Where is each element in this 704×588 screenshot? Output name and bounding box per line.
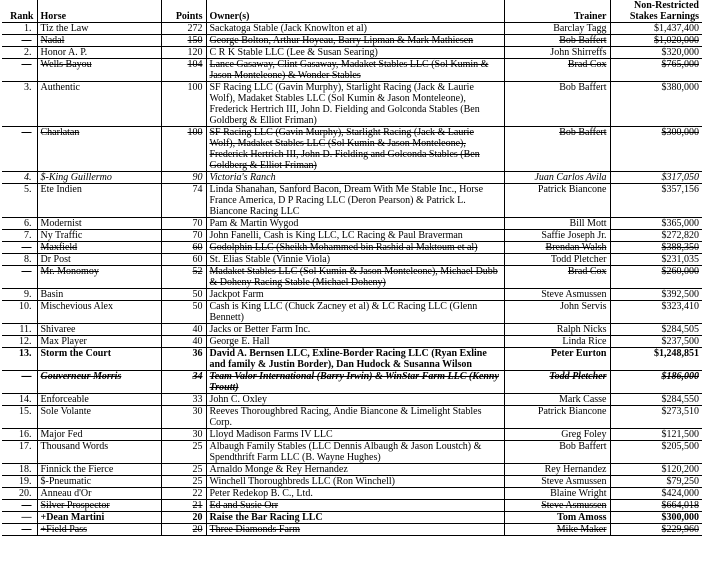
points-cell: 25	[161, 464, 206, 476]
rank-cell: 18.	[2, 464, 37, 476]
rank-cell: 8.	[2, 254, 37, 266]
trainer-cell: Juan Carlos Avila	[504, 172, 610, 184]
header-earnings	[610, 0, 702, 23]
horse-cell: Anneau d'Or	[37, 488, 161, 500]
earnings-cell: $765,000	[610, 59, 702, 82]
owners-cell: Lloyd Madison Farms IV LLC	[206, 429, 504, 441]
trainer-cell: Bob Baffert	[504, 35, 610, 47]
table-row	[2, 324, 702, 336]
rank-cell: 9.	[2, 289, 37, 301]
table-row	[2, 172, 702, 184]
owners-cell: St. Elias Stable (Vinnie Viola)	[206, 254, 504, 266]
horse-cell: Finnick the Fierce	[37, 464, 161, 476]
points-cell: 104	[161, 59, 206, 82]
trainer-cell: Brad Cox	[504, 59, 610, 82]
horse-cell: Gouverneur Morris	[37, 371, 161, 394]
table-row	[2, 406, 702, 429]
owners-cell: Three Diamonds Farm	[206, 524, 504, 536]
table-row	[2, 47, 702, 59]
points-cell: 30	[161, 429, 206, 441]
horse-cell: Storm the Court	[37, 348, 161, 371]
horse-cell: Max Player	[37, 336, 161, 348]
trainer-cell: Ralph Nicks	[504, 324, 610, 336]
earnings-cell: $365,000	[610, 218, 702, 230]
horse-cell: Authentic	[37, 82, 161, 127]
points-cell: 21	[161, 500, 206, 512]
trainer-cell: John Shirreffs	[504, 47, 610, 59]
earnings-cell: $273,510	[610, 406, 702, 429]
trainer-cell: Tom Amoss	[504, 512, 610, 524]
rank-cell: 19.	[2, 476, 37, 488]
points-cell: 60	[161, 242, 206, 254]
owners-cell: C R K Stable LLC (Lee & Susan Searing)	[206, 47, 504, 59]
rank-cell: 12.	[2, 336, 37, 348]
owners-cell: Linda Shanahan, Sanford Bacon, Dream With Me Stable Inc., Horse France America, D P Racing LLC (Deron Pearson) & Patrick L. Biancone Racing LLC	[206, 184, 504, 218]
rank-cell: —	[2, 500, 37, 512]
earnings-cell: $229,960	[610, 524, 702, 536]
horse-cell: Charlatan	[37, 127, 161, 172]
points-cell: 70	[161, 218, 206, 230]
horse-cell: +Field Pass	[37, 524, 161, 536]
owners-cell: John Fanelli, Cash is King LLC, LC Racing & Paul Braverman	[206, 230, 504, 242]
table-row	[2, 500, 702, 512]
rank-cell: 13.	[2, 348, 37, 371]
trainer-cell: Rey Hernandez	[504, 464, 610, 476]
owners-cell: Winchell Thoroughbreds LLC (Ron Winchell)	[206, 476, 504, 488]
table-row	[2, 184, 702, 218]
points-cell: 33	[161, 394, 206, 406]
points-cell: 100	[161, 127, 206, 172]
rank-cell: —	[2, 35, 37, 47]
horse-cell: Basin	[37, 289, 161, 301]
horse-cell: Wells Bayou	[37, 59, 161, 82]
table-row	[2, 289, 702, 301]
earnings-cell: $205,500	[610, 441, 702, 464]
header-owners: Owner(s)	[206, 0, 504, 23]
rank-cell: 7.	[2, 230, 37, 242]
trainer-cell: Steve Asmussen	[504, 289, 610, 301]
header-horse: Horse	[37, 0, 161, 23]
horse-cell: Shivaree	[37, 324, 161, 336]
header-points: Points	[161, 0, 206, 23]
trainer-cell: Patrick Biancone	[504, 184, 610, 218]
earnings-cell: $380,000	[610, 82, 702, 127]
points-cell: 30	[161, 406, 206, 429]
rank-cell: 5.	[2, 184, 37, 218]
rank-cell: 4.	[2, 172, 37, 184]
earnings-cell: $388,350	[610, 242, 702, 254]
horse-cell: Honor A. P.	[37, 47, 161, 59]
trainer-cell: Mark Casse	[504, 394, 610, 406]
rank-cell: —	[2, 266, 37, 289]
table-row	[2, 254, 702, 266]
owners-cell: Team Valor International (Barry Irwin) & WinStar Farm LLC (Kenny Troutt)	[206, 371, 504, 394]
table-row	[2, 242, 702, 254]
earnings-cell: $79,250	[610, 476, 702, 488]
owners-cell: Ed and Susie Orr	[206, 500, 504, 512]
points-cell: 40	[161, 324, 206, 336]
trainer-cell: Todd Pletcher	[504, 254, 610, 266]
earnings-cell: $120,200	[610, 464, 702, 476]
table-row	[2, 348, 702, 371]
table-row	[2, 23, 702, 35]
rank-cell: 6.	[2, 218, 37, 230]
points-cell: 25	[161, 476, 206, 488]
horse-cell: Nadal	[37, 35, 161, 47]
owners-cell: George E. Hall	[206, 336, 504, 348]
earnings-cell: $664,018	[610, 500, 702, 512]
points-cell: 70	[161, 230, 206, 242]
points-cell: 120	[161, 47, 206, 59]
earnings-cell: $1,020,000	[610, 35, 702, 47]
points-cell: 52	[161, 266, 206, 289]
points-cell: 150	[161, 35, 206, 47]
trainer-cell: Patrick Biancone	[504, 406, 610, 429]
rank-cell: —	[2, 512, 37, 524]
owners-cell: Jacks or Better Farm Inc.	[206, 324, 504, 336]
header-earnings-line2: Stakes Earnings	[629, 11, 699, 22]
horse-cell: Enforceable	[37, 394, 161, 406]
earnings-cell: $424,000	[610, 488, 702, 500]
table-row	[2, 512, 702, 524]
owners-cell: Raise the Bar Racing LLC	[206, 512, 504, 524]
horse-cell: Maxfield	[37, 242, 161, 254]
trainer-cell: Todd Pletcher	[504, 371, 610, 394]
horse-cell: Silver Prospector	[37, 500, 161, 512]
points-cell: 60	[161, 254, 206, 266]
header-trainer: Trainer	[504, 0, 610, 23]
trainer-cell: Steve Asmussen	[504, 476, 610, 488]
horse-cell: $-King Guillermo	[37, 172, 161, 184]
earnings-cell: $317,050	[610, 172, 702, 184]
earnings-cell: $1,248,851	[610, 348, 702, 371]
standings-table	[2, 0, 702, 536]
trainer-cell: Linda Rice	[504, 336, 610, 348]
points-cell: 36	[161, 348, 206, 371]
table-row	[2, 59, 702, 82]
points-cell: 20	[161, 512, 206, 524]
earnings-cell: $392,500	[610, 289, 702, 301]
owners-cell: Godolphin LLC (Sheikh Mohammed bin Rashid al Maktoum et al)	[206, 242, 504, 254]
rank-cell: 2.	[2, 47, 37, 59]
rank-cell: 14.	[2, 394, 37, 406]
table-row	[2, 35, 702, 47]
owners-cell: Cash is King LLC (Chuck Zacney et al) & LC Racing LLC (Glenn Bennett)	[206, 301, 504, 324]
table-row	[2, 230, 702, 242]
owners-cell: George Bolton, Arthur Hoyeau, Barry Lipman & Mark Mathiesen	[206, 35, 504, 47]
trainer-cell: John Servis	[504, 301, 610, 324]
trainer-cell: Blaine Wright	[504, 488, 610, 500]
rank-cell: 10.	[2, 301, 37, 324]
horse-cell: Ny Traffic	[37, 230, 161, 242]
trainer-cell: Barclay Tagg	[504, 23, 610, 35]
horse-cell: $-Pneumatic	[37, 476, 161, 488]
earnings-cell: $231,035	[610, 254, 702, 266]
table-row	[2, 336, 702, 348]
table-row	[2, 464, 702, 476]
owners-cell: Jackpot Farm	[206, 289, 504, 301]
points-cell: 25	[161, 441, 206, 464]
rank-cell: —	[2, 371, 37, 394]
owners-cell: David A. Bernsen LLC, Exline-Border Racing LLC (Ryan Exline and family & Justin Border), Dan Hudock & Susanna Wilson	[206, 348, 504, 371]
trainer-cell: Brendan Walsh	[504, 242, 610, 254]
owners-cell: SF Racing LLC (Gavin Murphy), Starlight Racing (Jack & Laurie Wolf), Madaket Stables LLC (Sol Kumin & Jason Monteleone), Frederick Hertrich III, John D. Fielding and Golconda Stables (Ben Goldberg & Elliot Friman)	[206, 127, 504, 172]
trainer-cell: Bill Mott	[504, 218, 610, 230]
trainer-cell: Bob Baffert	[504, 441, 610, 464]
earnings-cell: $284,550	[610, 394, 702, 406]
horse-cell: Thousand Words	[37, 441, 161, 464]
earnings-cell: $284,505	[610, 324, 702, 336]
earnings-cell: $121,500	[610, 429, 702, 441]
earnings-cell: $323,410	[610, 301, 702, 324]
owners-cell: Victoria's Ranch	[206, 172, 504, 184]
table-row	[2, 266, 702, 289]
horse-cell: Mr. Monomoy	[37, 266, 161, 289]
header-rank: Rank	[2, 0, 37, 23]
points-cell: 20	[161, 524, 206, 536]
owners-cell: Pam & Martin Wygod	[206, 218, 504, 230]
table-row	[2, 394, 702, 406]
earnings-cell: $237,500	[610, 336, 702, 348]
table-row	[2, 429, 702, 441]
rank-cell: 3.	[2, 82, 37, 127]
points-cell: 100	[161, 82, 206, 127]
points-cell: 50	[161, 301, 206, 324]
rank-cell: —	[2, 127, 37, 172]
table-row	[2, 488, 702, 500]
rank-cell: —	[2, 524, 37, 536]
table-row	[2, 218, 702, 230]
trainer-cell: Bob Baffert	[504, 82, 610, 127]
owners-cell: Reeves Thoroughbred Racing, Andie Biancone & Limelight Stables Corp.	[206, 406, 504, 429]
rank-cell: —	[2, 59, 37, 82]
owners-cell: Sackatoga Stable (Jack Knowlton et al)	[206, 23, 504, 35]
earnings-cell: $1,437,400	[610, 23, 702, 35]
table-row	[2, 441, 702, 464]
table-row	[2, 82, 702, 127]
horse-cell: Major Fed	[37, 429, 161, 441]
horse-cell: Dr Post	[37, 254, 161, 266]
owners-cell: Arnaldo Monge & Rey Hernandez	[206, 464, 504, 476]
points-cell: 40	[161, 336, 206, 348]
points-cell: 34	[161, 371, 206, 394]
header-row	[2, 0, 702, 23]
owners-cell: Albaugh Family Stables (LLC Dennis Albaugh & Jason Loustch) & Spendthrift Farm LLC (B. Wayne Hughes)	[206, 441, 504, 464]
horse-cell: Modernist	[37, 218, 161, 230]
points-cell: 90	[161, 172, 206, 184]
horse-cell: Tiz the Law	[37, 23, 161, 35]
earnings-cell: $186,000	[610, 371, 702, 394]
earnings-cell: $272,820	[610, 230, 702, 242]
trainer-cell: Mike Maker	[504, 524, 610, 536]
table-row	[2, 301, 702, 324]
earnings-cell: $300,000	[610, 127, 702, 172]
rank-cell: 16.	[2, 429, 37, 441]
earnings-cell: $300,000	[610, 512, 702, 524]
rank-cell: 20.	[2, 488, 37, 500]
owners-cell: Peter Redekop B. C., Ltd.	[206, 488, 504, 500]
header-earnings-line1: Non-Restricted	[634, 0, 699, 11]
table-row	[2, 371, 702, 394]
trainer-cell: Brad Cox	[504, 266, 610, 289]
points-cell: 22	[161, 488, 206, 500]
trainer-cell: Steve Asmussen	[504, 500, 610, 512]
points-cell: 74	[161, 184, 206, 218]
trainer-cell: Peter Eurton	[504, 348, 610, 371]
owners-cell: Madaket Stables LLC (Sol Kumin & Jason Monteleone), Michael Dubb & Doheny Racing Stable (Michael Doheny)	[206, 266, 504, 289]
table-row	[2, 524, 702, 536]
owners-cell: John C. Oxley	[206, 394, 504, 406]
table-row	[2, 476, 702, 488]
horse-cell: Ete Indien	[37, 184, 161, 218]
owners-cell: SF Racing LLC (Gavin Murphy), Starlight Racing (Jack & Laurie Wolf), Madaket Stables LLC (Sol Kumin & Jason Monteleone), Frederick Hertrich III, John D. Fielding and Golconda Stables (Ben Goldberg & Elliot Friman)	[206, 82, 504, 127]
rank-cell: 17.	[2, 441, 37, 464]
rank-cell: 11.	[2, 324, 37, 336]
trainer-cell: Saffie Joseph Jr.	[504, 230, 610, 242]
trainer-cell: Bob Baffert	[504, 127, 610, 172]
horse-cell: Mischevious Alex	[37, 301, 161, 324]
table-row	[2, 127, 702, 172]
earnings-cell: $357,156	[610, 184, 702, 218]
trainer-cell: Greg Foley	[504, 429, 610, 441]
horse-cell: +Dean Martini	[37, 512, 161, 524]
standings-table-container	[2, 0, 702, 536]
owners-cell: Lance Gasaway, Clint Gasaway, Madaket Stables LLC (Sol Kumin & Jason Monteleone) & Wonder Stables	[206, 59, 504, 82]
rank-cell: —	[2, 242, 37, 254]
earnings-cell: $260,000	[610, 266, 702, 289]
points-cell: 50	[161, 289, 206, 301]
rank-cell: 1.	[2, 23, 37, 35]
table-body	[2, 23, 702, 536]
points-cell: 272	[161, 23, 206, 35]
rank-cell: 15.	[2, 406, 37, 429]
horse-cell: Sole Volante	[37, 406, 161, 429]
earnings-cell: $320,000	[610, 47, 702, 59]
